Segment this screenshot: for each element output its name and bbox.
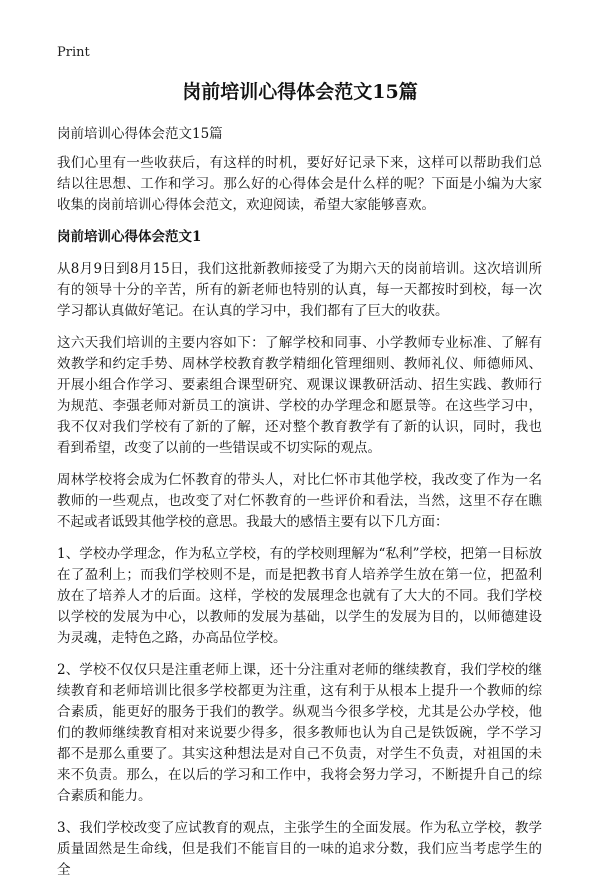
body-paragraph-6: 3、我们学校改变了应试教育的观点，主张学生的全面发展。作为私立学校，教学质量固然是生命线，但是我们不能盲目的一味的追求分数，我们应当考虑学生的全 xyxy=(57,820,542,878)
body-paragraph-1: 从8月9日到8月15日，我们这批新教师接受了为期六天的岗前培训。这次培训所有的领导十分的辛苦，所有的新老师也特别的认真，每一天都按时到校，每一次学习都认真做好笔记。在认真的学习中，我们都有了巨大的收获。 xyxy=(57,261,542,319)
document-title: 岗前培训心得体会范文15篇 xyxy=(182,81,418,103)
section-heading: 岗前培训心得体会范文1 xyxy=(57,229,202,245)
print-label[interactable]: Print xyxy=(57,45,90,60)
document-body xyxy=(57,124,542,892)
body-paragraph-2: 这六天我们培训的主要内容如下：了解学校和同事、小学教师专业标准、了解有效教学和约定手势、周林学校教育教学精细化管理细则、教师礼仪、师德师风、开展小组合作学习、要素组合课型研究、观课议课教研活动、招生实践、教师行为规范、李强老师对新员工的演讲、学校的办学理念和愿景等。在这些学习中，我不仅对我们学校有了新的了解，还对整个教育教学有了新的认识，同时，我也看到希望，改变了以前的一些错误或不切实际的观点。 xyxy=(57,335,542,456)
document-subtitle: 岗前培训心得体会范文15篇 xyxy=(57,126,223,142)
body-paragraph-3: 周林学校将会成为仁怀教育的带头人，对比仁怀市其他学校，我改变了作为一名教师的一些观点，也改变了对仁怀教育的一些评价和看法，当然，这里不存在瞧不起或者诋毁其他学校的意思。我最大的感悟主要有以下几方面： xyxy=(57,472,542,530)
intro-paragraph: 我们心里有一些收获后，有这样的时机，要好好记录下来，这样可以帮助我们总结以往思想、工作和学习。那么好的心得体会是什么样的呢？下面是小编为大家收集的岗前培训心得体会范文，欢迎阅读，希望大家能够喜欢。 xyxy=(57,155,542,213)
body-paragraph-4: 1、学校办学理念，作为私立学校，有的学校则理解为“私利”学校，把第一目标放在了盈利上；而我们学校则不是，而是把教书育人培养学生放在第一位，把盈利放在了培养人才的后面。这样，学校的发展理念也就有了大大的不同。我们学校以学校的发展为中心，以教师的发展为基础，以学生的发展为目的，以师德建设为灵魂，走特色之路，办高品位学校。 xyxy=(57,546,542,646)
body-paragraph-5: 2、学校不仅仅只是注重老师上课，还十分注重对老师的继续教育，我们学校的继续教育和老师培训比很多学校都更为注重，这有利于从根本上提升一个教师的综合素质，能更好的服务于我们的教学。纵观当今很多学校，尤其是公办学校，他们的教师继续教育相对来说要少得多，很多教师也认为自己是铁饭碗，学不学习都不是那么重要了。其实这种想法是对自己不负责，对学生不负责，对祖国的未来不负责。那么，在以后的学习和工作中，我将会努力学习，不断提升自己的综合素质和能力。 xyxy=(57,662,542,804)
